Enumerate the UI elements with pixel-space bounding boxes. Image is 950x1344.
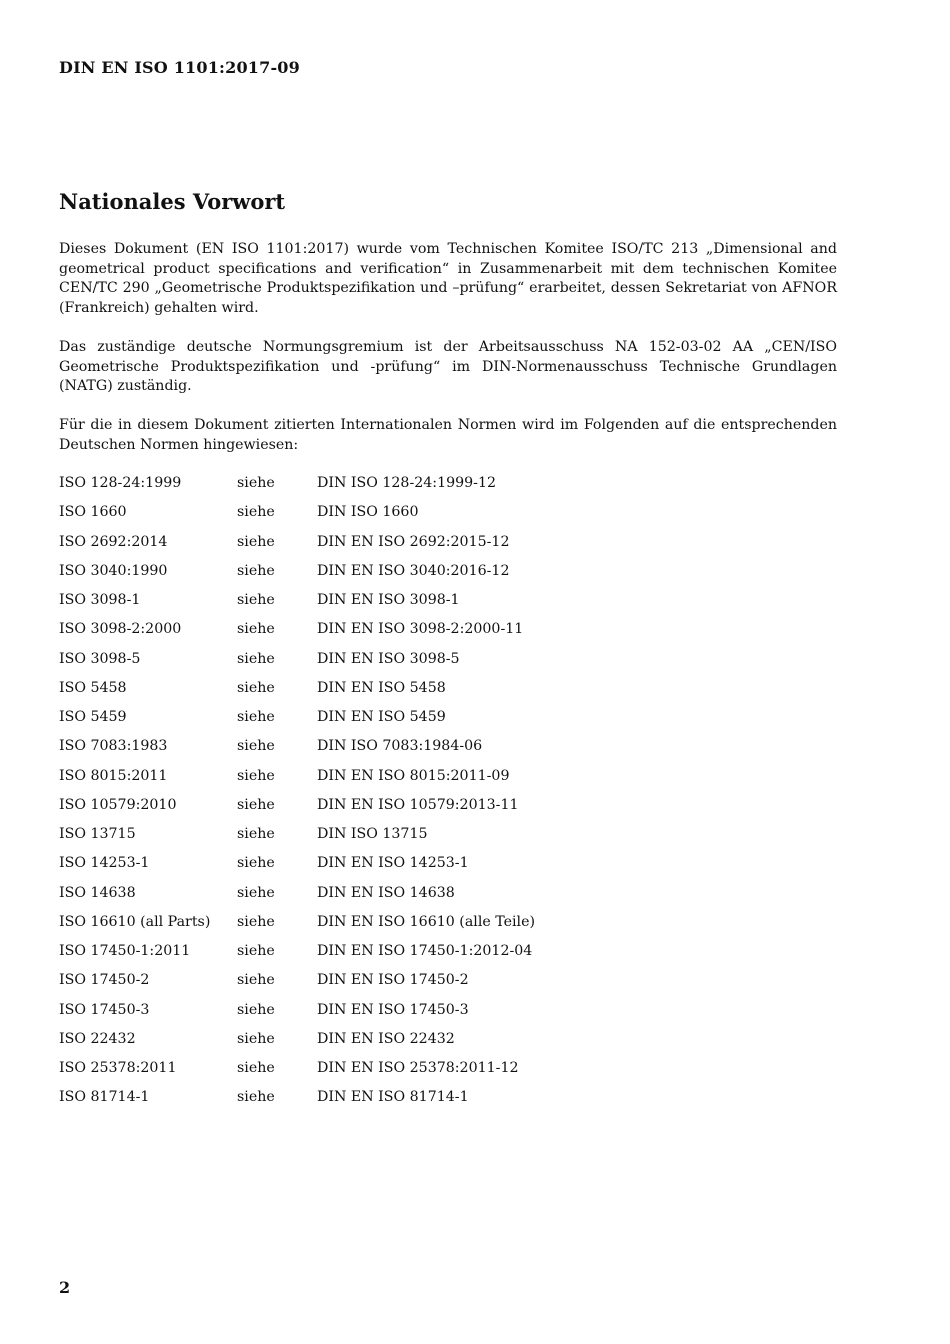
table-row [59, 762, 837, 791]
table-row [59, 1083, 837, 1112]
iso-standard: ISO 17450-3 [59, 1001, 150, 1018]
reference-table [59, 469, 837, 1113]
table-row [59, 879, 837, 908]
table-row [59, 820, 837, 849]
iso-standard: ISO 7083:1983 [59, 738, 168, 755]
table-row [59, 791, 837, 820]
din-standard: DIN EN ISO 5459 [317, 709, 446, 725]
table-row [59, 586, 837, 615]
din-standard: DIN EN ISO 16610 (alle Teile) [317, 913, 536, 930]
siehe-label: siehe [237, 1030, 275, 1047]
din-standard: DIN ISO 1660 [317, 504, 419, 521]
iso-standard: ISO 17450-2 [59, 972, 150, 989]
siehe-label: siehe [237, 913, 275, 930]
table-row [59, 645, 837, 674]
siehe-label: siehe [237, 738, 275, 755]
table-row [59, 498, 837, 527]
table-row [59, 966, 837, 995]
paragraph-responsible-body: Das zuständige deutsche Normungsgremium ist der Arbeitsausschuss NA 152-03-02 AA „CEN/ISO Geometrische Produktspezifikation und -prüfung“ im DIN-Normenausschuss Technische Grundlagen (NATG) zuständig. [59, 339, 837, 395]
din-standard: DIN EN ISO 2692:2015-12 [317, 533, 510, 550]
din-standard: DIN EN ISO 17450-3 [317, 1001, 469, 1018]
iso-standard: ISO 16610 (all Parts) [59, 913, 211, 930]
iso-standard: ISO 14253-1 [59, 855, 150, 872]
iso-standard: ISO 8015:2011 [59, 767, 168, 784]
siehe-label: siehe [237, 1089, 275, 1106]
table-row [59, 469, 837, 498]
din-standard: DIN EN ISO 25378:2011-12 [317, 1060, 519, 1076]
iso-standard: ISO 1660 [59, 504, 127, 521]
siehe-label: siehe [237, 767, 275, 784]
iso-standard: ISO 10579:2010 [59, 796, 177, 813]
table-row [59, 528, 837, 557]
din-standard: DIN EN ISO 14638 [317, 884, 455, 901]
din-standard: DIN ISO 128-24:1999-12 [317, 475, 497, 491]
paragraph-references-intro: Für die in diesem Dokument zitierten Internationalen Normen wird im Folgenden auf die entsprechenden Deutschen Normen hingewiesen: [59, 417, 837, 453]
document-page [59, 0, 837, 1344]
siehe-label: siehe [237, 562, 275, 579]
table-row [59, 703, 837, 732]
din-standard: DIN ISO 13715 [317, 826, 428, 842]
din-standard: DIN EN ISO 5458 [317, 679, 446, 696]
siehe-label: siehe [237, 884, 275, 901]
table-row [59, 674, 837, 703]
siehe-label: siehe [237, 1060, 275, 1076]
siehe-label: siehe [237, 943, 275, 959]
din-standard: DIN EN ISO 17450-2 [317, 972, 469, 989]
iso-standard: ISO 81714-1 [59, 1089, 150, 1106]
page-number: 2 [59, 1278, 71, 1297]
table-row [59, 615, 837, 644]
din-standard: DIN EN ISO 8015:2011-09 [317, 767, 510, 784]
din-standard: DIN EN ISO 3040:2016-12 [317, 562, 510, 579]
siehe-label: siehe [237, 504, 275, 521]
table-row [59, 557, 837, 586]
siehe-label: siehe [237, 709, 275, 725]
din-standard: DIN EN ISO 17450-1:2012-04 [317, 943, 533, 959]
siehe-label: siehe [237, 650, 275, 667]
iso-standard: ISO 13715 [59, 826, 136, 842]
siehe-label: siehe [237, 621, 275, 638]
siehe-label: siehe [237, 972, 275, 989]
siehe-label: siehe [237, 855, 275, 872]
table-row [59, 937, 837, 966]
iso-standard: ISO 17450-1:2011 [59, 943, 191, 959]
table-row [59, 1054, 837, 1083]
din-standard: DIN EN ISO 10579:2013-11 [317, 796, 519, 813]
table-row [59, 849, 837, 878]
iso-standard: ISO 3098-1 [59, 592, 141, 608]
din-standard: DIN EN ISO 3098-1 [317, 592, 460, 608]
siehe-label: siehe [237, 826, 275, 842]
siehe-label: siehe [237, 1001, 275, 1018]
siehe-label: siehe [237, 533, 275, 550]
iso-standard: ISO 22432 [59, 1030, 136, 1047]
iso-standard: ISO 2692:2014 [59, 533, 168, 550]
paragraph-committee: Dieses Dokument (EN ISO 1101:2017) wurde vom Technischen Komitee ISO/TC 213 „Dimensional and geometrical product specifications and verification“ in Zusammenarbeit mit dem technischen Komitee CEN/TC 290 „Geometrische Produktspezifikation und –prüfung“ erarbeitet, dessen Sekretariat von AFNOR (Frankreich) gehalten wird. [59, 241, 837, 316]
siehe-label: siehe [237, 475, 275, 491]
din-standard: DIN EN ISO 81714-1 [317, 1089, 469, 1106]
siehe-label: siehe [237, 679, 275, 696]
iso-standard: ISO 3040:1990 [59, 562, 168, 579]
iso-standard: ISO 3098-2:2000 [59, 621, 182, 638]
table-row [59, 732, 837, 761]
iso-standard: ISO 14638 [59, 884, 136, 901]
iso-standard: ISO 5459 [59, 709, 127, 725]
iso-standard: ISO 128-24:1999 [59, 475, 182, 491]
siehe-label: siehe [237, 796, 275, 813]
document-id-header: DIN EN ISO 1101:2017-09 [59, 58, 300, 77]
table-row [59, 1025, 837, 1054]
din-standard: DIN EN ISO 3098-5 [317, 650, 460, 667]
iso-standard: ISO 3098-5 [59, 650, 141, 667]
din-standard: DIN EN ISO 3098-2:2000-11 [317, 621, 524, 638]
iso-standard: ISO 25378:2011 [59, 1060, 177, 1076]
table-row [59, 908, 837, 937]
section-title: Nationales Vorwort [59, 189, 286, 214]
siehe-label: siehe [237, 592, 275, 608]
din-standard: DIN EN ISO 14253-1 [317, 855, 469, 872]
iso-standard: ISO 5458 [59, 679, 127, 696]
table-row [59, 996, 837, 1025]
din-standard: DIN ISO 7083:1984-06 [317, 738, 483, 755]
din-standard: DIN EN ISO 22432 [317, 1030, 455, 1047]
